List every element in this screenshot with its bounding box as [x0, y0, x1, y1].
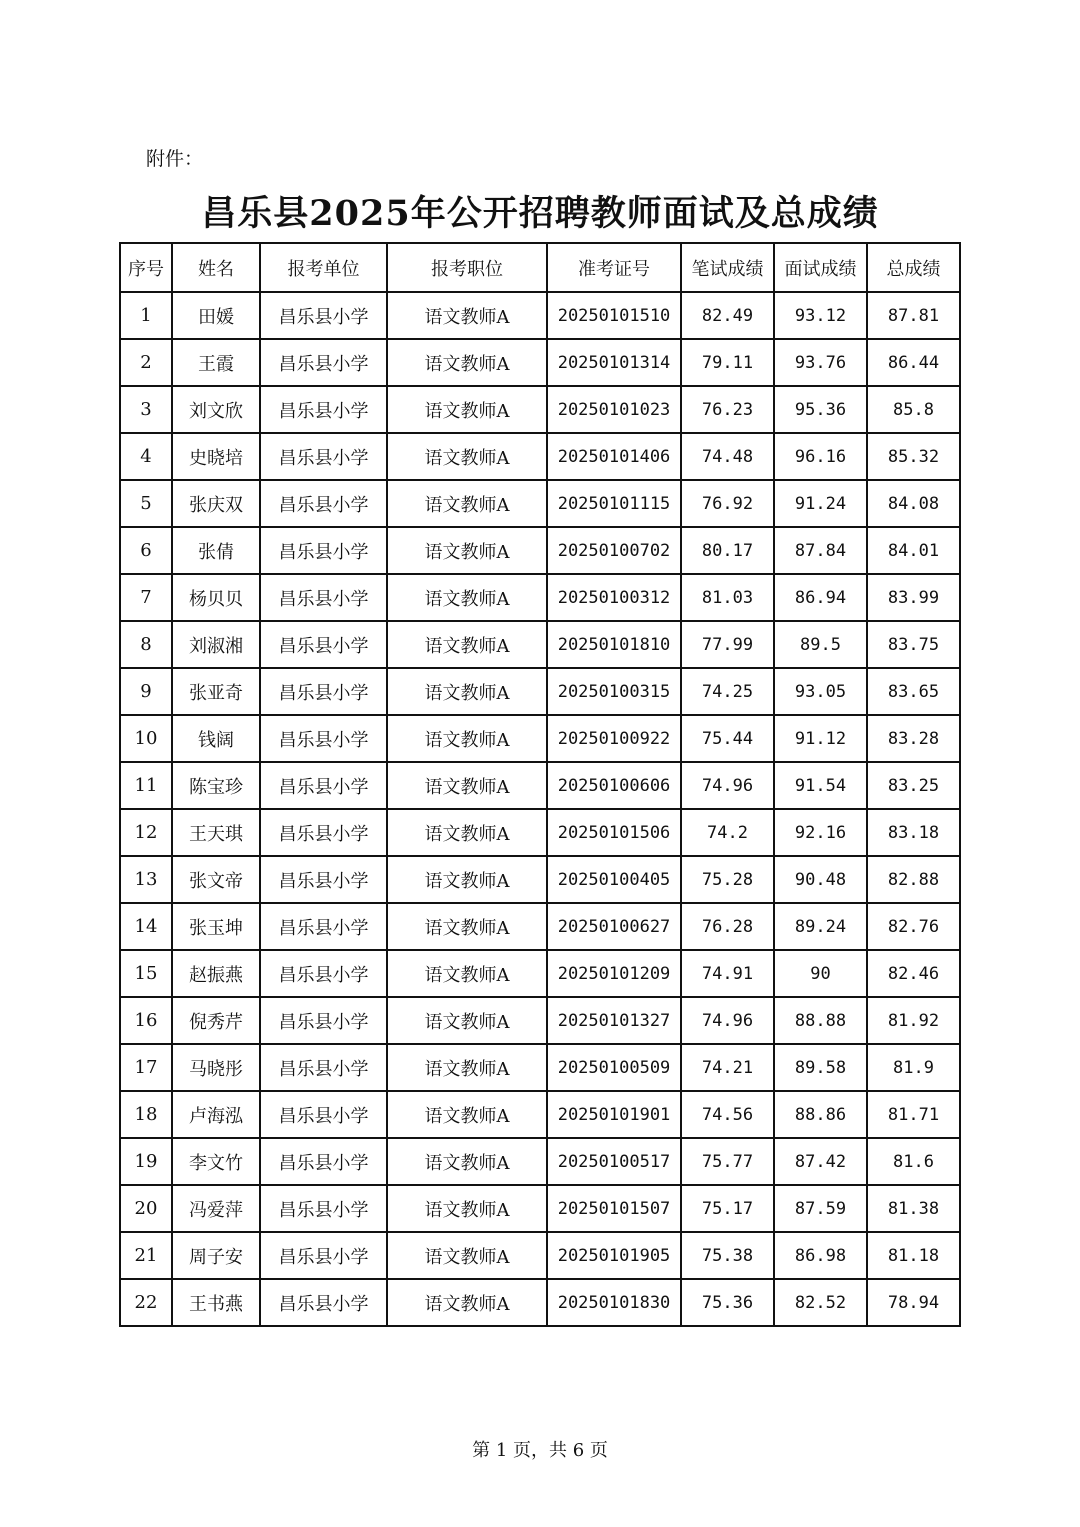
cell-written-score: 75.77 — [681, 1138, 774, 1185]
table-row — [120, 856, 960, 903]
cell-total-score: 85.8 — [867, 386, 960, 433]
cell-unit: 昌乐县小学 — [260, 386, 387, 433]
cell-interview-score: 95.36 — [774, 386, 867, 433]
cell-index: 21 — [120, 1232, 172, 1279]
table-row — [120, 809, 960, 856]
cell-unit: 昌乐县小学 — [260, 621, 387, 668]
table-row — [120, 339, 960, 386]
cell-ticket-number: 20250100922 — [547, 715, 681, 762]
page-footer: 第 1 页，共 6 页 — [472, 1440, 608, 1461]
cell-index: 2 — [120, 339, 172, 386]
cell-unit: 昌乐县小学 — [260, 762, 387, 809]
header-name: 姓名 — [172, 243, 260, 292]
cell-written-score: 75.28 — [681, 856, 774, 903]
cell-interview-score: 86.98 — [774, 1232, 867, 1279]
cell-total-score: 81.92 — [867, 997, 960, 1044]
cell-interview-score: 93.76 — [774, 339, 867, 386]
header-total-score: 总成绩 — [867, 243, 960, 292]
cell-index: 4 — [120, 433, 172, 480]
table-row — [120, 668, 960, 715]
cell-position: 语文教师A — [387, 668, 547, 715]
cell-interview-score: 90.48 — [774, 856, 867, 903]
cell-unit: 昌乐县小学 — [260, 1279, 387, 1326]
cell-index: 15 — [120, 950, 172, 997]
cell-unit: 昌乐县小学 — [260, 809, 387, 856]
cell-name: 赵振燕 — [172, 950, 260, 997]
cell-position: 语文教师A — [387, 1232, 547, 1279]
cell-total-score: 87.81 — [867, 292, 960, 339]
cell-index: 1 — [120, 292, 172, 339]
cell-position: 语文教师A — [387, 1185, 547, 1232]
cell-name: 刘淑湘 — [172, 621, 260, 668]
cell-interview-score: 86.94 — [774, 574, 867, 621]
cell-total-score: 86.44 — [867, 339, 960, 386]
header-ticket-number: 准考证号 — [547, 243, 681, 292]
cell-written-score: 75.38 — [681, 1232, 774, 1279]
cell-ticket-number: 20250101506 — [547, 809, 681, 856]
cell-index: 16 — [120, 997, 172, 1044]
cell-ticket-number: 20250101507 — [547, 1185, 681, 1232]
table-row — [120, 950, 960, 997]
cell-name: 王天琪 — [172, 809, 260, 856]
cell-index: 18 — [120, 1091, 172, 1138]
table-row — [120, 903, 960, 950]
cell-ticket-number: 20250100517 — [547, 1138, 681, 1185]
cell-unit: 昌乐县小学 — [260, 527, 387, 574]
cell-name: 陈宝珍 — [172, 762, 260, 809]
cell-total-score: 82.76 — [867, 903, 960, 950]
table-row — [120, 1279, 960, 1326]
cell-interview-score: 89.58 — [774, 1044, 867, 1091]
cell-written-score: 74.48 — [681, 433, 774, 480]
cell-name: 张庆双 — [172, 480, 260, 527]
cell-ticket-number: 20250100606 — [547, 762, 681, 809]
cell-index: 11 — [120, 762, 172, 809]
cell-interview-score: 91.54 — [774, 762, 867, 809]
cell-unit: 昌乐县小学 — [260, 1138, 387, 1185]
cell-name: 卢海泓 — [172, 1091, 260, 1138]
table-row — [120, 762, 960, 809]
cell-interview-score: 90 — [774, 950, 867, 997]
cell-total-score: 81.6 — [867, 1138, 960, 1185]
cell-position: 语文教师A — [387, 856, 547, 903]
attachment-label: 附件： — [146, 148, 204, 170]
cell-written-score: 74.91 — [681, 950, 774, 997]
cell-ticket-number: 20250100509 — [547, 1044, 681, 1091]
cell-index: 13 — [120, 856, 172, 903]
cell-interview-score: 88.88 — [774, 997, 867, 1044]
cell-interview-score: 89.24 — [774, 903, 867, 950]
header-position: 报考职位 — [387, 243, 547, 292]
table-header-row — [120, 243, 960, 292]
cell-position: 语文教师A — [387, 621, 547, 668]
cell-interview-score: 93.12 — [774, 292, 867, 339]
header-index: 序号 — [120, 243, 172, 292]
cell-interview-score: 87.84 — [774, 527, 867, 574]
cell-position: 语文教师A — [387, 997, 547, 1044]
cell-index: 6 — [120, 527, 172, 574]
cell-ticket-number: 20250100315 — [547, 668, 681, 715]
cell-index: 12 — [120, 809, 172, 856]
cell-position: 语文教师A — [387, 715, 547, 762]
cell-total-score: 84.08 — [867, 480, 960, 527]
cell-index: 14 — [120, 903, 172, 950]
cell-position: 语文教师A — [387, 1091, 547, 1138]
cell-interview-score: 92.16 — [774, 809, 867, 856]
header-written-score: 笔试成绩 — [681, 243, 774, 292]
cell-total-score: 82.46 — [867, 950, 960, 997]
cell-unit: 昌乐县小学 — [260, 1091, 387, 1138]
cell-name: 周子安 — [172, 1232, 260, 1279]
cell-name: 刘文欣 — [172, 386, 260, 433]
cell-written-score: 81.03 — [681, 574, 774, 621]
cell-written-score: 80.17 — [681, 527, 774, 574]
cell-unit: 昌乐县小学 — [260, 715, 387, 762]
cell-written-score: 74.21 — [681, 1044, 774, 1091]
cell-position: 语文教师A — [387, 1279, 547, 1326]
cell-written-score: 77.99 — [681, 621, 774, 668]
cell-written-score: 74.2 — [681, 809, 774, 856]
cell-interview-score: 93.05 — [774, 668, 867, 715]
cell-interview-score: 87.42 — [774, 1138, 867, 1185]
cell-ticket-number: 20250101209 — [547, 950, 681, 997]
cell-position: 语文教师A — [387, 903, 547, 950]
table-row — [120, 1044, 960, 1091]
cell-written-score: 76.23 — [681, 386, 774, 433]
table-row — [120, 527, 960, 574]
cell-interview-score: 96.16 — [774, 433, 867, 480]
cell-total-score: 83.28 — [867, 715, 960, 762]
cell-unit: 昌乐县小学 — [260, 950, 387, 997]
cell-name: 张玉坤 — [172, 903, 260, 950]
cell-index: 17 — [120, 1044, 172, 1091]
cell-total-score: 83.75 — [867, 621, 960, 668]
header-interview-score: 面试成绩 — [774, 243, 867, 292]
cell-unit: 昌乐县小学 — [260, 668, 387, 715]
table-row — [120, 621, 960, 668]
cell-name: 倪秀芹 — [172, 997, 260, 1044]
cell-ticket-number: 20250100312 — [547, 574, 681, 621]
cell-total-score: 83.99 — [867, 574, 960, 621]
cell-ticket-number: 20250100627 — [547, 903, 681, 950]
cell-position: 语文教师A — [387, 809, 547, 856]
cell-name: 钱阔 — [172, 715, 260, 762]
cell-name: 张亚奇 — [172, 668, 260, 715]
cell-interview-score: 91.24 — [774, 480, 867, 527]
cell-name: 杨贝贝 — [172, 574, 260, 621]
cell-total-score: 81.71 — [867, 1091, 960, 1138]
cell-position: 语文教师A — [387, 292, 547, 339]
cell-ticket-number: 20250101023 — [547, 386, 681, 433]
cell-interview-score: 82.52 — [774, 1279, 867, 1326]
cell-written-score: 74.56 — [681, 1091, 774, 1138]
cell-name: 王霞 — [172, 339, 260, 386]
cell-name: 李文竹 — [172, 1138, 260, 1185]
cell-position: 语文教师A — [387, 386, 547, 433]
cell-total-score: 81.38 — [867, 1185, 960, 1232]
cell-position: 语文教师A — [387, 1044, 547, 1091]
cell-unit: 昌乐县小学 — [260, 1044, 387, 1091]
cell-index: 22 — [120, 1279, 172, 1326]
cell-name: 张文帝 — [172, 856, 260, 903]
table-row — [120, 1185, 960, 1232]
cell-written-score: 74.25 — [681, 668, 774, 715]
cell-unit: 昌乐县小学 — [260, 997, 387, 1044]
cell-unit: 昌乐县小学 — [260, 480, 387, 527]
cell-ticket-number: 20250101406 — [547, 433, 681, 480]
cell-unit: 昌乐县小学 — [260, 856, 387, 903]
cell-unit: 昌乐县小学 — [260, 339, 387, 386]
cell-ticket-number: 20250100405 — [547, 856, 681, 903]
table-row — [120, 292, 960, 339]
cell-position: 语文教师A — [387, 480, 547, 527]
cell-position: 语文教师A — [387, 339, 547, 386]
cell-name: 王书燕 — [172, 1279, 260, 1326]
cell-index: 3 — [120, 386, 172, 433]
cell-name: 马晓彤 — [172, 1044, 260, 1091]
cell-ticket-number: 20250101115 — [547, 480, 681, 527]
cell-written-score: 75.17 — [681, 1185, 774, 1232]
cell-unit: 昌乐县小学 — [260, 433, 387, 480]
cell-total-score: 78.94 — [867, 1279, 960, 1326]
cell-total-score: 82.88 — [867, 856, 960, 903]
cell-written-score: 74.96 — [681, 997, 774, 1044]
cell-written-score: 75.36 — [681, 1279, 774, 1326]
cell-position: 语文教师A — [387, 574, 547, 621]
cell-name: 田媛 — [172, 292, 260, 339]
cell-index: 20 — [120, 1185, 172, 1232]
cell-ticket-number: 20250101830 — [547, 1279, 681, 1326]
table-row — [120, 715, 960, 762]
cell-ticket-number: 20250101510 — [547, 292, 681, 339]
cell-total-score: 83.18 — [867, 809, 960, 856]
table-row — [120, 1138, 960, 1185]
cell-unit: 昌乐县小学 — [260, 1232, 387, 1279]
cell-total-score: 81.9 — [867, 1044, 960, 1091]
cell-unit: 昌乐县小学 — [260, 903, 387, 950]
cell-unit: 昌乐县小学 — [260, 1185, 387, 1232]
cell-ticket-number: 20250101314 — [547, 339, 681, 386]
cell-unit: 昌乐县小学 — [260, 292, 387, 339]
cell-position: 语文教师A — [387, 433, 547, 480]
table-row — [120, 574, 960, 621]
cell-ticket-number: 20250101905 — [547, 1232, 681, 1279]
cell-index: 9 — [120, 668, 172, 715]
table-row — [120, 386, 960, 433]
cell-written-score: 74.96 — [681, 762, 774, 809]
cell-interview-score: 87.59 — [774, 1185, 867, 1232]
cell-name: 史晓培 — [172, 433, 260, 480]
cell-ticket-number: 20250101810 — [547, 621, 681, 668]
table-row — [120, 480, 960, 527]
cell-index: 5 — [120, 480, 172, 527]
cell-position: 语文教师A — [387, 950, 547, 997]
cell-written-score: 79.11 — [681, 339, 774, 386]
cell-position: 语文教师A — [387, 527, 547, 574]
cell-written-score: 76.28 — [681, 903, 774, 950]
results-table — [119, 242, 961, 1327]
cell-unit: 昌乐县小学 — [260, 574, 387, 621]
cell-interview-score: 88.86 — [774, 1091, 867, 1138]
cell-interview-score: 89.5 — [774, 621, 867, 668]
cell-name: 冯爱萍 — [172, 1185, 260, 1232]
cell-index: 7 — [120, 574, 172, 621]
cell-index: 19 — [120, 1138, 172, 1185]
cell-position: 语文教师A — [387, 1138, 547, 1185]
page-title: 昌乐县2025年公开招聘教师面试及总成绩 — [201, 193, 879, 234]
table-row — [120, 1232, 960, 1279]
table-body — [120, 292, 960, 1326]
table-row — [120, 1091, 960, 1138]
table-row — [120, 997, 960, 1044]
cell-total-score: 83.25 — [867, 762, 960, 809]
cell-total-score: 84.01 — [867, 527, 960, 574]
cell-total-score: 83.65 — [867, 668, 960, 715]
cell-ticket-number: 20250101901 — [547, 1091, 681, 1138]
table-row — [120, 433, 960, 480]
cell-written-score: 82.49 — [681, 292, 774, 339]
cell-position: 语文教师A — [387, 762, 547, 809]
cell-ticket-number: 20250101327 — [547, 997, 681, 1044]
cell-interview-score: 91.12 — [774, 715, 867, 762]
cell-written-score: 76.92 — [681, 480, 774, 527]
cell-ticket-number: 20250100702 — [547, 527, 681, 574]
cell-index: 10 — [120, 715, 172, 762]
cell-total-score: 81.18 — [867, 1232, 960, 1279]
header-unit: 报考单位 — [260, 243, 387, 292]
cell-name: 张倩 — [172, 527, 260, 574]
cell-total-score: 85.32 — [867, 433, 960, 480]
cell-written-score: 75.44 — [681, 715, 774, 762]
cell-index: 8 — [120, 621, 172, 668]
